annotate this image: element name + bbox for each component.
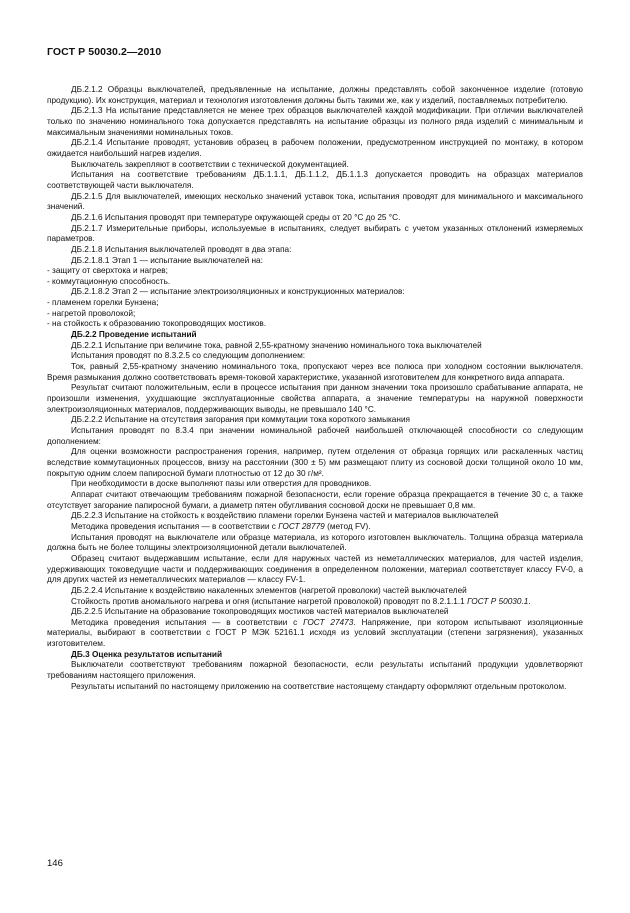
paragraph-text: Методика проведения испытания — в соответствии с bbox=[71, 521, 279, 531]
paragraph bbox=[47, 511, 583, 522]
standard-reference: ГОСТ Р 50030.1 bbox=[467, 596, 529, 606]
standard-reference: ГОСТ 28779 bbox=[278, 521, 325, 531]
paragraph-text: - на стойкость к образованию токопроводящих мостиков. bbox=[47, 319, 267, 329]
paragraph bbox=[47, 447, 583, 479]
paragraph bbox=[47, 106, 583, 138]
paragraph bbox=[47, 362, 583, 383]
paragraph-text: Испытания проводят по 8.3.2.5 со следующим дополнением: bbox=[71, 351, 306, 361]
paragraph-text: Результат считают положительным, если в процессе испытания при данном значении тока произошло срабатывание аппарата, не произошли изменения, ухудшающие эксплуатационные свойства аппарата, а значение температуры на наружной поверхности электроизоляционных материалов, поддерживающих выводы, не превышало 140 °С. bbox=[47, 383, 583, 414]
paragraph-text: Ток, равный 2,55-кратному значению номинального тока, пропускают через все полюса при холодном состоянии выключателя. Время размыкания должно соответствовать время-токовой характеристике, указанной изготовителем для конкретного вида аппарата. bbox=[47, 362, 583, 382]
paragraph bbox=[47, 256, 583, 267]
paragraph bbox=[47, 554, 583, 586]
section-heading bbox=[47, 330, 583, 341]
paragraph bbox=[47, 319, 583, 330]
paragraph bbox=[47, 682, 583, 693]
paragraph bbox=[47, 160, 583, 171]
paragraph-text: . Напряжение, при котором испытывают изоляционные материалы, выбирают в соответствии с ГОСТ Р МЭК 52161.1 исходя из условий эксплуатации (степени загрязнения), указанных изготовителем. bbox=[47, 617, 583, 649]
paragraph bbox=[47, 607, 583, 618]
paragraph-text: Стойкость против аномального нагрева и огня (испытание нагретой проволокой) проводят по 8.2.1.1.1 bbox=[71, 596, 468, 606]
paragraph bbox=[47, 266, 583, 277]
paragraph-text: Методика проведения испытания — в соответствии с bbox=[71, 617, 304, 627]
paragraph-text: ДБ.2.1.7 Измерительные приборы, используемые в испытаниях, следует выбирать с учетом указанных отклонений измеряемых параметров. bbox=[47, 223, 583, 244]
paragraph bbox=[47, 415, 583, 426]
paragraph bbox=[47, 287, 583, 298]
paragraph bbox=[47, 309, 583, 320]
paragraph-text: Испытания проводят на выключателе или образце материала, из которого изготовлен выключатель. Толщина образца материала должна быть не более толщины электроизоляционной детали выключателей. bbox=[47, 532, 583, 553]
paragraph-text: ДБ.2.2.1 Испытание при величине тока, равной 2,55-кратному значению номинального тока выключателей bbox=[71, 340, 482, 350]
paragraph bbox=[47, 85, 583, 106]
paragraph-text: ДБ.2.2.5 Испытание на образование токопроводящих мостиков частей материалов выключателей bbox=[71, 607, 449, 617]
paragraph bbox=[47, 426, 583, 447]
paragraph bbox=[47, 138, 583, 159]
paragraph-text: ДБ.2.1.5 Для выключателей, имеющих несколько значений уставок тока, испытания проводят для минимального и максимального значений. bbox=[47, 191, 583, 212]
paragraph bbox=[47, 522, 583, 533]
document-body bbox=[47, 85, 583, 692]
paragraph-text: - коммутационную способность. bbox=[47, 276, 171, 286]
paragraph bbox=[47, 490, 583, 511]
paragraph bbox=[47, 192, 583, 213]
paragraph-text: ДБ.2.1.8.1 Этап 1 — испытание выключателей на: bbox=[71, 255, 263, 265]
paragraph-text: Выключатели соответствуют требованиям пожарной безопасности, если результаты испытаний продукции удовлетворяют требованиям настоящего приложения. bbox=[47, 660, 583, 681]
paragraph-text: ДБ.2.1.4 Испытание проводят, установив образец в рабочем положении, предусмотренном инструкцией по монтажу, в котором ожидается наибольший нагрев изделия. bbox=[47, 138, 583, 158]
paragraph-text: При необходимости в доске выполняют пазы или отверстия для проводников. bbox=[71, 479, 372, 489]
paragraph-text: Испытания проводят по 8.3.4 при значении номинальной рабочей наибольшей отключающей способности со следующим дополнением: bbox=[47, 426, 583, 446]
paragraph bbox=[47, 533, 583, 554]
paragraph bbox=[47, 351, 583, 362]
paragraph bbox=[47, 277, 583, 288]
paragraph-text: ДБ.2.2.3 Испытание на стойкость к воздействию пламени горелки Бунзена частей и материалов выключателей bbox=[71, 511, 499, 521]
paragraph bbox=[47, 298, 583, 309]
paragraph-text: ДБ.2.2.2 Испытание на отсутствия загорания при коммутации тока короткого замыкания bbox=[71, 415, 411, 425]
paragraph-text: - нагретой проволокой; bbox=[47, 308, 136, 318]
paragraph bbox=[47, 618, 583, 650]
paragraph-text: - защиту от сверхтока и нагрев; bbox=[47, 266, 168, 276]
paragraph bbox=[47, 479, 583, 490]
paragraph-text: Образец считают выдержавшим испытание, если для наружных частей из неметаллических материалов, для частей изделия, удерживающих токоведущие части и поддерживающих соединения в определенном положении, материал соответствует классу FV-0, а для других частей из неметаллических материалов — классу FV-1. bbox=[47, 553, 583, 585]
paragraph-text: ДБ.2.1.8 Испытания выключателей проводят в два этапа: bbox=[71, 244, 292, 254]
paragraph bbox=[47, 170, 583, 191]
paragraph bbox=[47, 341, 583, 352]
standard-reference: ГОСТ 27473 bbox=[303, 617, 354, 627]
paragraph-text: ДБ.2.1.6 Испытания проводят при температуре окружающей среды от 20 °С до 25 °С. bbox=[71, 212, 401, 222]
paragraph bbox=[47, 213, 583, 224]
paragraph-text: ДБ.2.1.3 На испытание представляется не менее трех образцов выключателей каждой модификации. При отличии выключателей только по значению номинального тока допускается представлять на испытание образцы из полного ряда изделий с минимальным и максимальным значениями номинальных токов. bbox=[47, 106, 583, 137]
paragraph-text: (метод FV). bbox=[324, 521, 371, 531]
paragraph bbox=[47, 586, 583, 597]
paragraph-text: - пламенем горелки Бунзена; bbox=[47, 298, 159, 308]
paragraph bbox=[47, 597, 583, 608]
section-heading bbox=[47, 650, 583, 661]
paragraph bbox=[47, 383, 583, 415]
paragraph-text: . bbox=[528, 596, 531, 606]
paragraph-text: ДБ.2.2 Проведение испытаний bbox=[71, 330, 197, 340]
paragraph-text: ДБ.2.1.8.2 Этап 2 — испытание электроизоляционных и конструкционных материалов: bbox=[71, 287, 405, 297]
paragraph-text: ДБ.2.1.2 Образцы выключателей, предъявленные на испытание, должны представлять собой законченное изделие (готовую продукцию). Их конструкция, материал и технология изготовления должны быть такими же, как у изделий, поставляемых потребителю. bbox=[47, 85, 583, 105]
document-header: ГОСТ Р 50030.2—2010 bbox=[47, 46, 162, 58]
paragraph-text: Аппарат считают отвечающим требованиям пожарной безопасности, если горение образца прекращается в течение 30 с, а также отсутствует загорание папиросной бумаги, а диаметр пятен обугливания сосновой доски не превышает 0,8 мм. bbox=[47, 489, 583, 510]
paragraph-text: ДБ.3 Оценка результатов испытаний bbox=[71, 649, 223, 659]
paragraph-text: Результаты испытаний по настоящему приложению на соответствие настоящему стандарту оформляют отдельным протоколом. bbox=[71, 681, 567, 691]
paragraph bbox=[47, 660, 583, 681]
paragraph-text: ДБ.2.2.4 Испытание к воздействию накаленных элементов (нагретой проволоки) частей выключателей bbox=[71, 585, 467, 595]
page-number: 146 bbox=[47, 858, 63, 869]
paragraph-text: Испытания на соответствие требованиям ДБ.1.1.1, ДБ.1.1.2, ДБ.1.1.3 допускается проводить на образцах материалов соответствующей части выключателя. bbox=[47, 170, 583, 190]
paragraph bbox=[47, 245, 583, 256]
paragraph-text: Выключатель закрепляют в соответствии с технической документацией. bbox=[71, 159, 349, 169]
paragraph bbox=[47, 224, 583, 245]
paragraph-text: Для оценки возможности распространения горения, например, путем отделения от образца горящих или раскаленных частиц вследствие коммутационных процессов, внизу на расстоянии (300 ± 5) мм размещают плиту из сосновой доски толщиной около 10 мм, покрытую одним слоем папиросной бумаги плотностью от 12 до 30 г/м². bbox=[47, 447, 583, 478]
